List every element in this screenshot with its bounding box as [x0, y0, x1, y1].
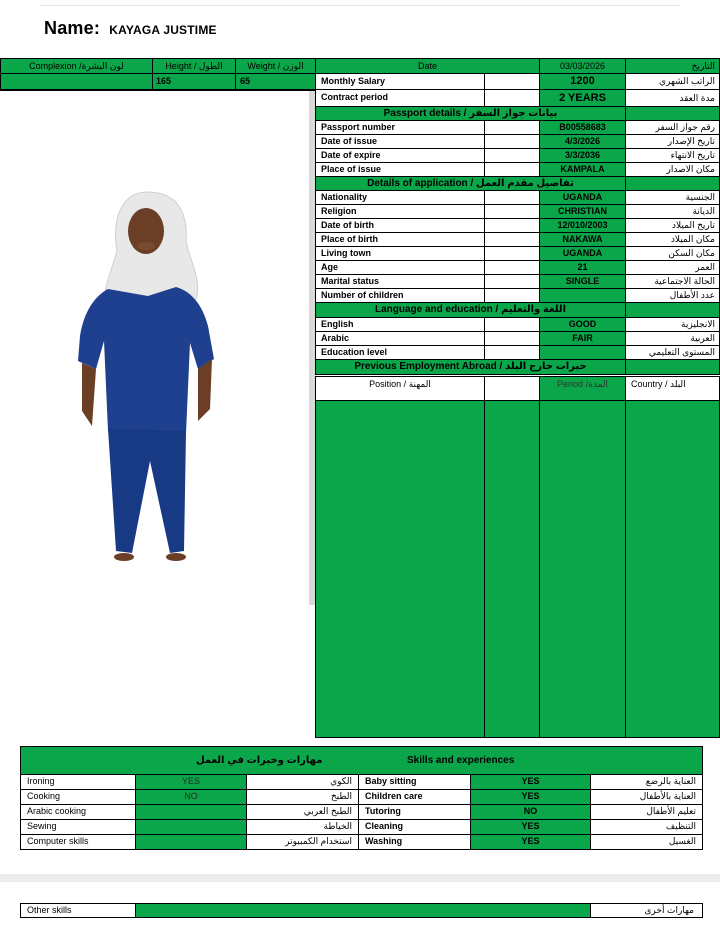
contract-label: Contract period	[315, 89, 485, 107]
application-spacer	[484, 246, 540, 261]
skill-right-label: Washing	[358, 834, 471, 850]
other-skills-ar: مهارات أخرى	[590, 903, 703, 918]
weight-value: 65	[235, 73, 316, 90]
passport-value: 3/3/2036	[539, 148, 626, 163]
passport-section-header: Passport details / بيانات جواز السفر	[315, 106, 626, 121]
skill-left-label: Ironing	[20, 774, 136, 790]
skill-left-ar: استخدام الكمبيوتر	[246, 834, 359, 850]
skill-right-ar: العناية بالأطفال	[590, 789, 703, 805]
country-col-label: Country / البلد	[631, 379, 686, 389]
complexion-header	[0, 58, 153, 74]
application-ar: عدد الأطفال	[625, 288, 720, 303]
application-value	[539, 288, 626, 303]
language-section-header-end	[625, 302, 720, 318]
other-skills-value	[135, 903, 591, 918]
skill-left-ar: الخياطة	[246, 819, 359, 835]
application-ar: الحالة الاجتماعية	[625, 274, 720, 289]
contract-spacer	[484, 89, 540, 107]
weight-header	[235, 58, 316, 74]
skill-left-label: Sewing	[20, 819, 136, 835]
application-spacer	[484, 274, 540, 289]
skill-left-ar: الطبخ	[246, 789, 359, 805]
language-ar: المستوى التعليمي	[625, 345, 720, 360]
skills-header	[20, 746, 703, 775]
skill-left-value: YES	[135, 774, 247, 790]
date-value: 03/03/2026	[559, 61, 606, 71]
skill-right-ar: الغسيل	[590, 834, 703, 850]
complexion-header-text: Complexion /لون البشرة	[29, 61, 124, 71]
skill-right-value: YES	[470, 834, 591, 850]
passport-spacer	[484, 134, 540, 149]
application-label: Nationality	[315, 190, 485, 205]
skill-right-value: YES	[470, 789, 591, 805]
application-value: 21	[539, 260, 626, 275]
photo-frame	[0, 90, 316, 605]
employment-spacer-header	[484, 376, 540, 401]
employment-section-header: Previous Employment Abroad / خبرات خارج البلد	[315, 359, 626, 375]
skill-left-label: Computer skills	[20, 834, 136, 850]
application-spacer	[484, 218, 540, 233]
date-label-cell	[315, 58, 540, 74]
passport-header-end	[625, 106, 720, 121]
salary-ar: الراتب الشهري	[625, 73, 720, 90]
skills-header-ar: مهارات وخبرات في العمل	[196, 755, 323, 766]
name-label: Name	[44, 18, 94, 38]
passport-value: KAMPALA	[539, 162, 626, 177]
date-ar-label: التاريخ	[691, 61, 715, 71]
language-label: Education level	[315, 345, 485, 360]
application-ar: الديانة	[625, 204, 720, 219]
application-label: Number of children	[315, 288, 485, 303]
skill-right-ar: تعليم الأطفال	[590, 804, 703, 820]
employment-period-body	[539, 400, 626, 738]
skill-right-value: YES	[470, 774, 591, 790]
passport-spacer	[484, 120, 540, 135]
skill-right-ar: العناية بالرضع	[590, 774, 703, 790]
application-label: Living town	[315, 246, 485, 261]
skills-section	[20, 746, 703, 853]
passport-spacer	[484, 162, 540, 177]
language-label: Arabic	[315, 331, 485, 346]
application-value: UGANDA	[539, 190, 626, 205]
position-col-label: Position / المهنة	[369, 379, 431, 389]
application-value: CHRISTIAN	[539, 204, 626, 219]
application-ar: مكان الميلاد	[625, 232, 720, 247]
application-value: 12/010/2003	[539, 218, 626, 233]
passport-label: Date of expire	[315, 148, 485, 163]
skill-right-label: Tutoring	[358, 804, 471, 820]
application-label: Place of birth	[315, 232, 485, 247]
language-ar: العربية	[625, 331, 720, 346]
passport-spacer	[484, 148, 540, 163]
skill-right-label: Baby sitting	[358, 774, 471, 790]
language-spacer	[484, 331, 540, 346]
skill-left-ar: الكوي	[246, 774, 359, 790]
language-label: English	[315, 317, 485, 332]
skill-left-value	[135, 834, 247, 850]
passport-value: B00558683	[539, 120, 626, 135]
application-ar: العمر	[625, 260, 720, 275]
complexion-value	[0, 73, 153, 90]
passport-ar: تاريخ الإصدار	[625, 134, 720, 149]
language-value	[539, 345, 626, 360]
application-ar: الجنسية	[625, 190, 720, 205]
contract-ar: مدة العقد	[625, 89, 720, 107]
language-ar: الانجليزية	[625, 317, 720, 332]
employment-section-header-end	[625, 359, 720, 375]
application-value: UGANDA	[539, 246, 626, 261]
candidate-photo	[0, 91, 309, 606]
passport-label: Passport number	[315, 120, 485, 135]
application-spacer	[484, 204, 540, 219]
skill-left-label: Arabic cooking	[20, 804, 136, 820]
passport-ar: رقم جواز السفر	[625, 120, 720, 135]
application-spacer	[484, 260, 540, 275]
application-label: Marital status	[315, 274, 485, 289]
application-label: Date of birth	[315, 218, 485, 233]
application-label: Age	[315, 260, 485, 275]
height-header-text: Height / الطول	[165, 61, 223, 71]
language-spacer	[484, 317, 540, 332]
employment-position-body	[315, 400, 485, 738]
skill-right-value: NO	[470, 804, 591, 820]
skills-header-en: Skills and experiences	[407, 755, 515, 766]
language-spacer	[484, 345, 540, 360]
skill-right-value: YES	[470, 819, 591, 835]
contract-value: 2 YEARS	[539, 89, 626, 107]
skill-left-value	[135, 819, 247, 835]
application-value: NAKAWA	[539, 232, 626, 247]
date-ar-cell	[625, 58, 720, 74]
application-spacer	[484, 190, 540, 205]
employment-spacer-body	[484, 400, 540, 738]
passport-label: Date of issue	[315, 134, 485, 149]
photo-background	[0, 91, 309, 606]
language-value: GOOD	[539, 317, 626, 332]
name-value: KAYAGA JUSTIME	[109, 23, 217, 37]
application-spacer	[484, 232, 540, 247]
position-col-header	[315, 376, 485, 401]
application-section-header-end	[625, 176, 720, 191]
date-value-cell	[539, 58, 626, 74]
salary-label: Monthly Salary	[315, 73, 485, 90]
skill-right-ar: التنظيف	[590, 819, 703, 835]
application-spacer	[484, 288, 540, 303]
period-col-label: Period /المدة	[557, 379, 608, 389]
country-col-header	[625, 376, 720, 401]
passport-label: Place of issue	[315, 162, 485, 177]
application-ar: مكان السكن	[625, 246, 720, 261]
salary-spacer	[484, 73, 540, 90]
language-section-header: Language and education / اللغة والتعليم	[315, 302, 626, 318]
skill-left-value: NO	[135, 789, 247, 805]
height-value: 165	[152, 73, 236, 90]
period-col-header	[539, 376, 626, 401]
application-value: SINGLE	[539, 274, 626, 289]
language-value: FAIR	[539, 331, 626, 346]
section-divider	[0, 874, 720, 882]
skill-left-value	[135, 804, 247, 820]
skill-left-label: Cooking	[20, 789, 136, 805]
weight-header-text: Weight / الوزن	[247, 61, 304, 71]
skill-left-ar: الطبخ العربي	[246, 804, 359, 820]
employment-country-body	[625, 400, 720, 738]
details-grid	[315, 58, 720, 738]
top-rule	[40, 0, 680, 6]
application-ar: تاريخ الميلاد	[625, 218, 720, 233]
application-label: Religion	[315, 204, 485, 219]
salary-value: 1200	[539, 73, 626, 90]
passport-ar: مكان الاصدار	[625, 162, 720, 177]
date-label: Date	[417, 61, 437, 71]
height-header	[152, 58, 236, 74]
passport-ar: تاريخ الانتهاء	[625, 148, 720, 163]
other-skills-label: Other skills	[20, 903, 136, 918]
skill-right-label: Children care	[358, 789, 471, 805]
skill-right-label: Cleaning	[358, 819, 471, 835]
name-heading: Name: KAYAGA JUSTIME	[44, 18, 217, 38]
application-section-header: Details of application / تفاصيل مقدم العمل	[315, 176, 626, 191]
passport-value: 4/3/2026	[539, 134, 626, 149]
